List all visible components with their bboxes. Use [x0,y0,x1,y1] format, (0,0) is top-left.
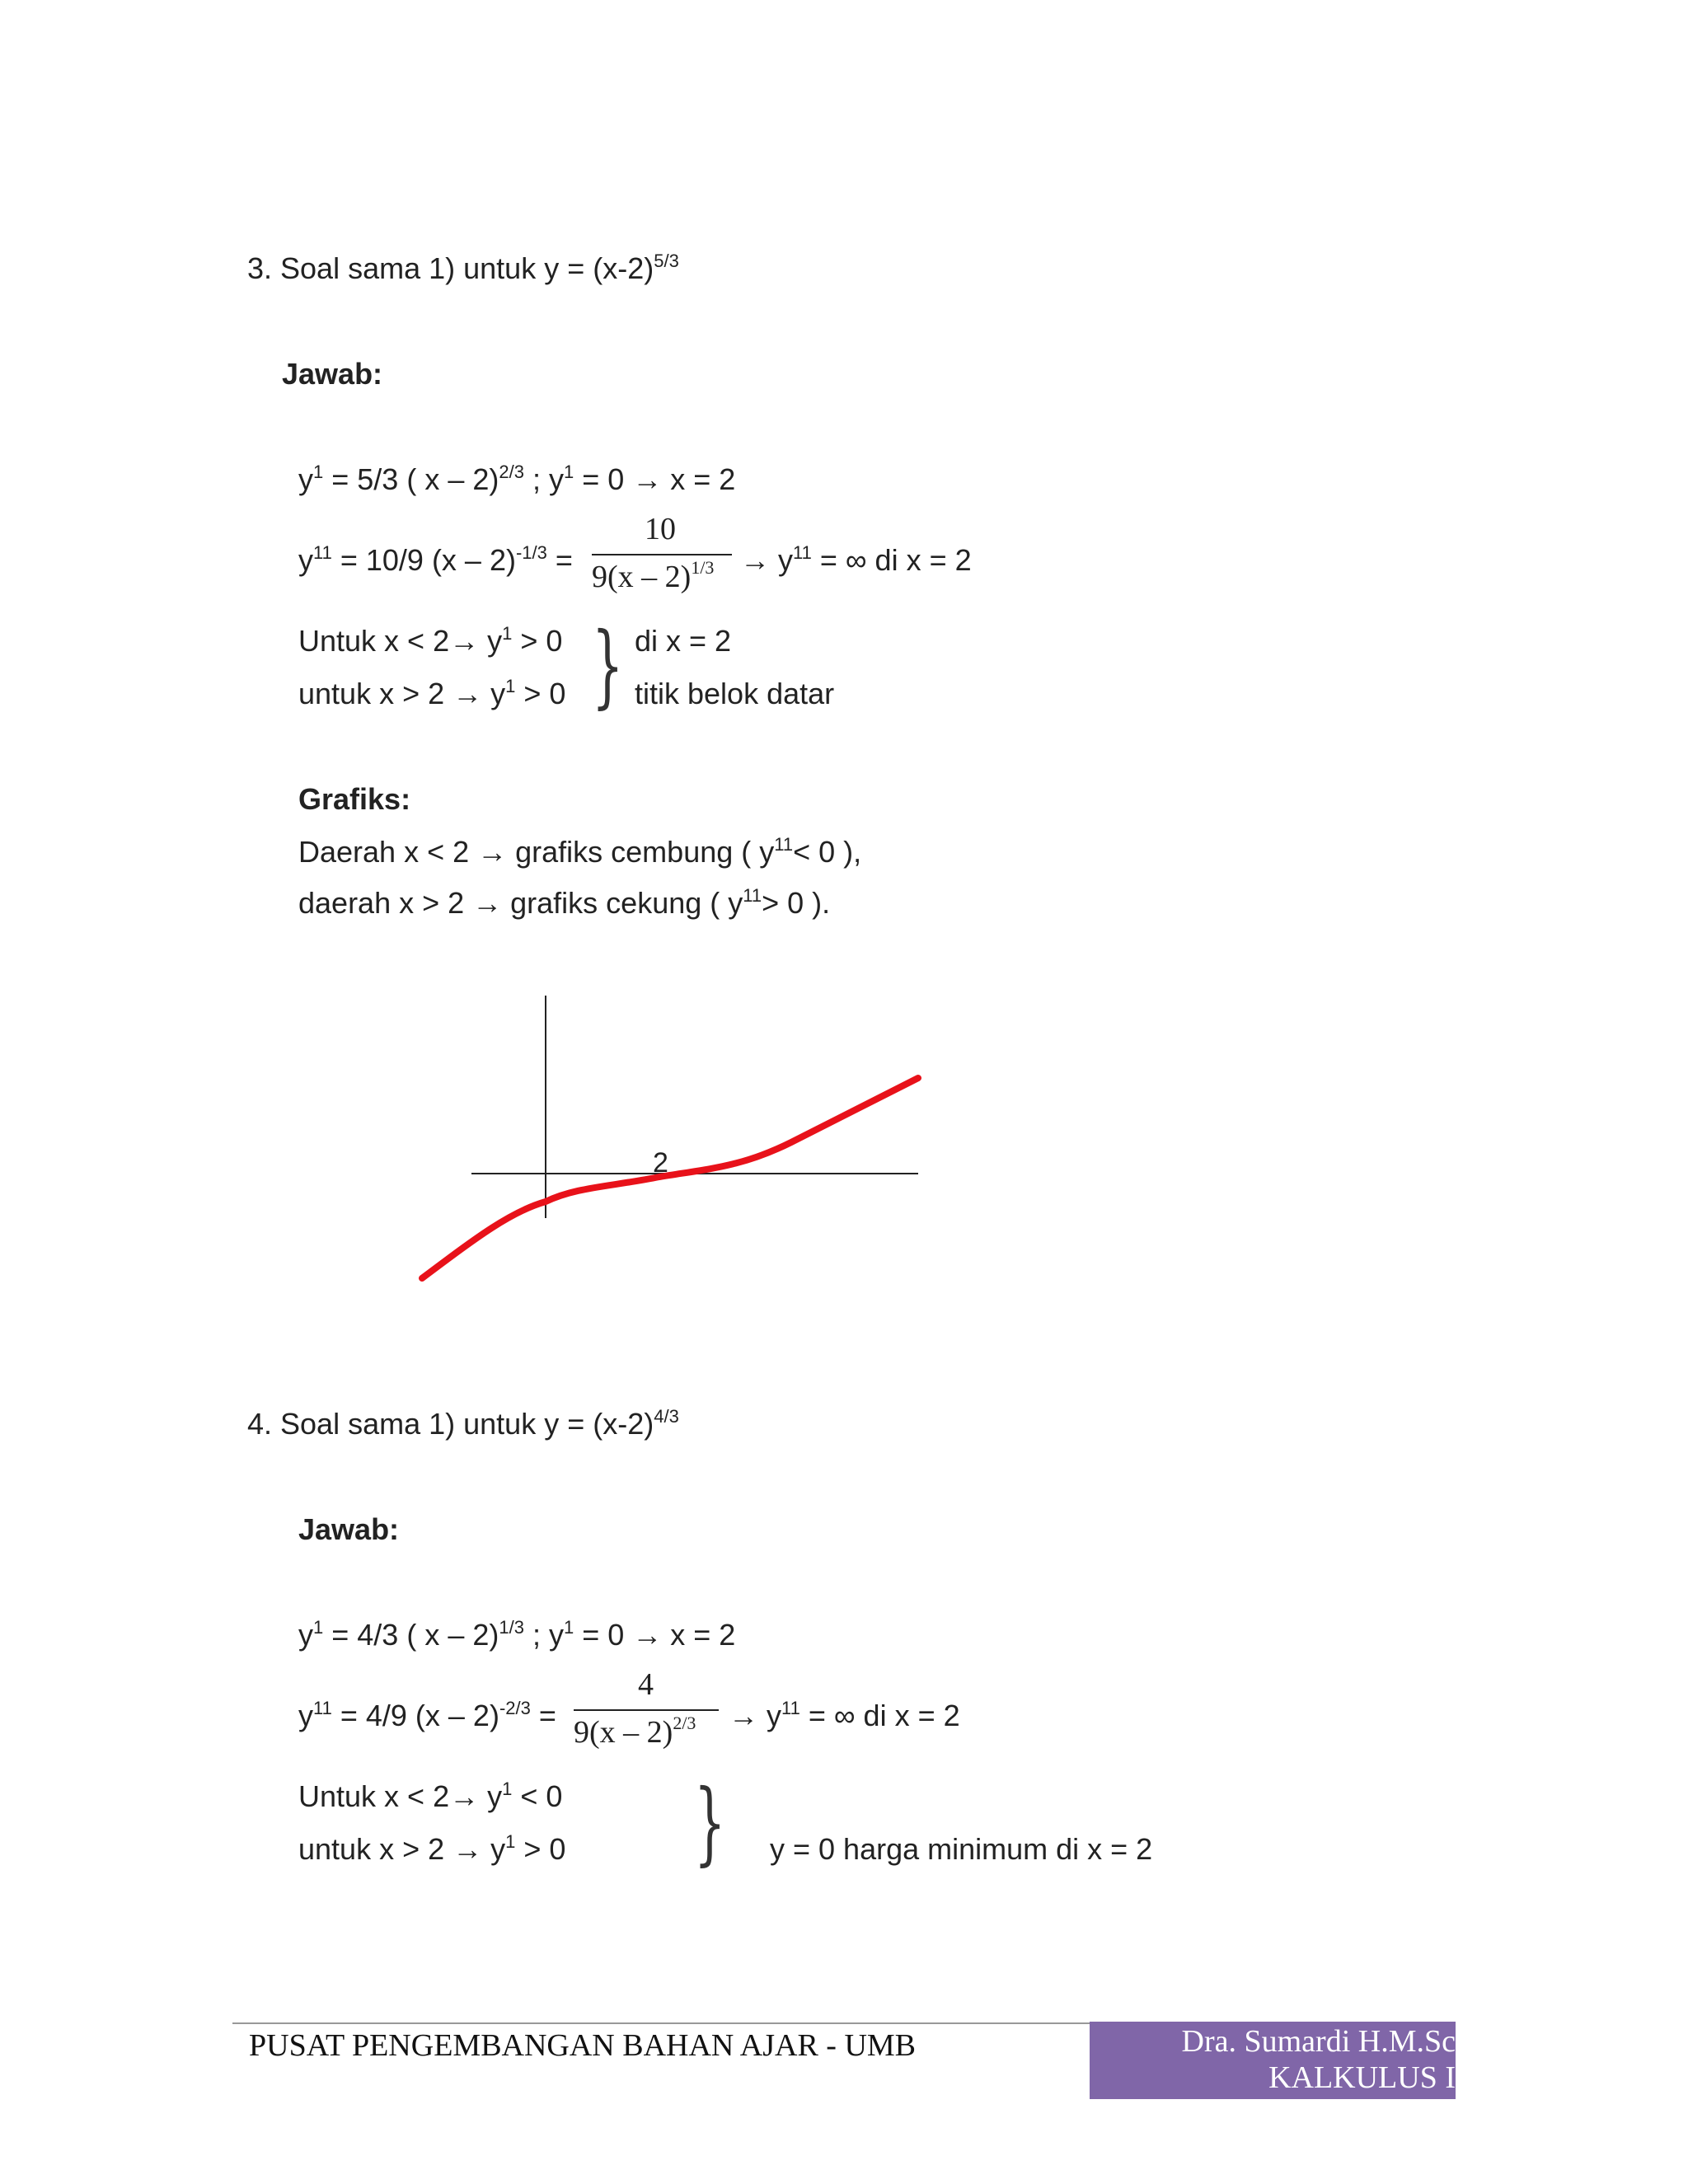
footer-divider [232,2022,1090,2024]
problem-3-conclusion-1: di x = 2 [635,624,732,658]
problem-4-jawab: Jawab: [298,1512,400,1546]
problem-3-heading: 3. Soal sama 1) untuk $y = (x-2)^{5/3}$ [247,251,679,285]
problem-3-grafiks-heading: Grafiks: [298,782,411,816]
problem-3-grafiks-line-1: Daerah x < 2 → grafiks cembung ( $y^{11}< 0$ ), [298,834,862,869]
problem-4-second-derivative-result: → $y^{11}$ = ∞ di x = 2 [729,1698,960,1732]
problem-4-first-derivative: $y^1 = 4/3$ ( x – 2)$^{1/3}$ ; $y^1 = 0 \to x = 2$ [298,1617,736,1652]
problem-3-condition-right: untuk $x > 2 \to y^1 > 0$ [298,676,566,710]
fraction-denominator: 9(x – 2)$^{1/3}$ [592,557,715,594]
problem-3-condition-left: Untuk $x < 2\to y^1 > 0$ [298,623,563,658]
fraction-numerator: 10 [645,512,676,546]
footer-author: Dra. Sumardi H.M.Sc [1181,2024,1456,2059]
footer-course: KALKULUS I [1268,2060,1456,2095]
problem-4-condition-left: Untuk $x < 2\to y^1 < 0$ [298,1779,563,1813]
footer-publisher: PUSAT PENGEMBANGAN BAHAN AJAR - UMB [249,2028,917,2063]
footer-author-box [1090,2022,1456,2099]
graph-curve [422,1078,918,1278]
fraction-denominator: 9(x – 2)$^{2/3}$ [574,1713,696,1750]
problem-4-conclusion: y = 0 harga minimum di x = 2 [770,1832,1153,1866]
brace-icon: } [694,1769,726,1875]
problem-4-heading: 4. Soal sama 1) untuk $y = (x-2)^{4/3}$ [247,1406,679,1441]
problem-3-second-derivative: $y^{11} = 10/9$ (x – 2)$^{-1/3}$ = [298,542,573,577]
problem-4-condition-right: untuk $x > 2 \to y^1 > 0$ [298,1831,566,1866]
fraction-bar [574,1709,719,1711]
problem-3-jawab: Jawab: [282,357,383,391]
problem-3-conclusion-2: titik belok datar [635,677,835,710]
brace-icon: } [592,612,624,718]
graph-label-2: 2 [653,1147,668,1179]
problem-3-grafiks-line-2: daerah x > 2 → grafiks cekung ( $y^{11}> 0$ ). [298,885,831,920]
fraction-numerator: 4 [638,1667,654,1702]
problem-3-second-derivative-result: → $y^{11}$ = ∞ di x = 2 [740,542,972,577]
problem-4-second-derivative: $y^{11} = 4/9$ (x – 2)$^{-2/3}$ = [298,1698,556,1732]
problem-3-first-derivative: $y^1 = 5/3$ ( x – 2)$^{2/3}$ ; $y^1 = 0 \to x = 2$ [298,462,736,496]
